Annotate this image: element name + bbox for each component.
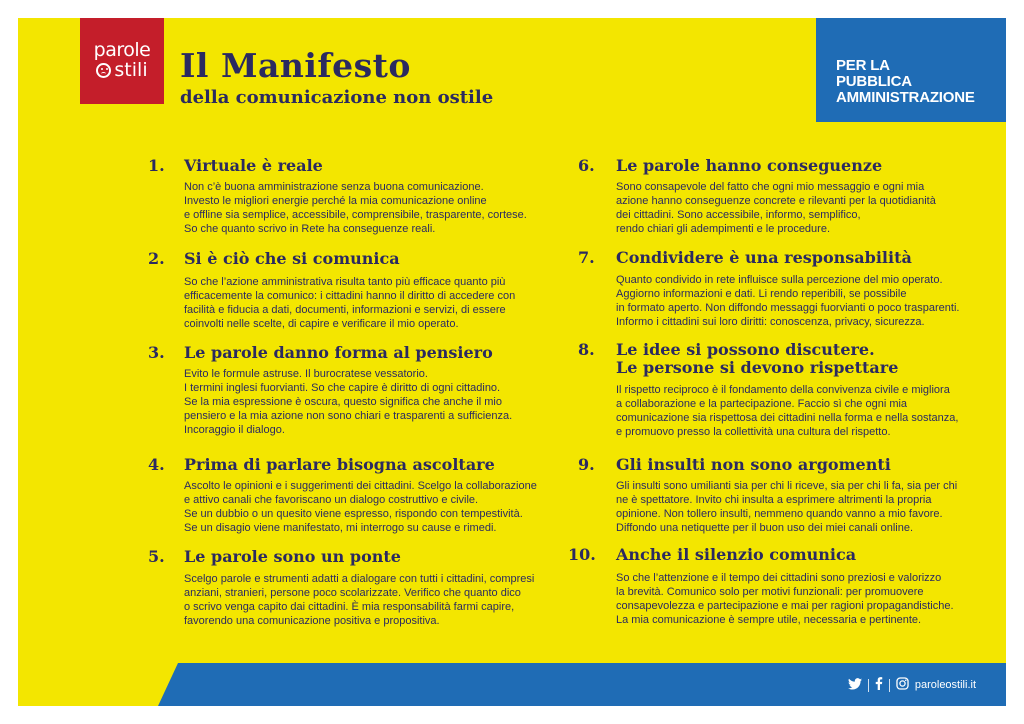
principle-title: Prima di parlare bisogna ascoltare: [184, 455, 495, 474]
text-line: Gli insulti sono umilianti sia per chi li riceve, sia per chi li fa, sia per chi: [616, 480, 958, 492]
principle-number: 9.: [578, 455, 595, 474]
text-line: Ascolto le opinioni e i suggerimenti dei cittadini. Scelgo la collaborazione: [184, 480, 537, 492]
principle-title-line-2: Le persone si devono rispettare: [616, 358, 899, 377]
principle-text: [616, 479, 957, 535]
principle-title: Virtuale è reale: [184, 156, 323, 175]
principle-text: [184, 479, 537, 535]
text-line: consapevolezza e partecipazione e mai per ragioni propagandistiche.: [616, 600, 954, 612]
principle-title: Le parole sono un ponte: [184, 547, 401, 566]
banner-line: PUBBLICA: [836, 73, 912, 90]
banner-line: AMMINISTRAZIONE: [836, 89, 975, 106]
text-line: La mia comunicazione è sempre utile, necessaria e pertinente.: [616, 614, 922, 626]
text-line: comunicazione sia rispettosa dei cittadini nella forma e nella sostanza,: [616, 412, 959, 424]
principle-text: [184, 572, 534, 628]
twitter-icon[interactable]: [848, 678, 862, 693]
text-line: Il rispetto reciproco è il fondamento della convivenza civile e migliora: [616, 384, 950, 396]
footer-bar: [18, 663, 1006, 706]
text-line: la brevità. Comunico solo per motivi funzionali: per promuovere: [616, 586, 924, 598]
banner-line: PER LA: [836, 57, 890, 74]
instagram-icon[interactable]: [896, 677, 909, 693]
principle-text: [184, 275, 515, 331]
text-line: Se la mia espressione è oscura, questo significa che anche il mio: [184, 396, 502, 408]
text-line: rendo chiari gli adempimenti e le procedure.: [616, 223, 831, 235]
text-line: anziani, stranieri, persone poco scolarizzate. Verifico che quanto dico: [184, 587, 521, 599]
text-line: e promuovo presso la collettività una cultura del rispetto.: [616, 426, 891, 438]
text-line: Evito le formule astruse. Il burocratese vessatorio.: [184, 368, 428, 380]
principle-number: 3.: [148, 343, 165, 362]
principle-title: Le parole danno forma al pensiero: [184, 343, 493, 362]
text-line: I termini inglesi fuorvianti. So che capire è diritto di ogni cittadino.: [184, 382, 501, 394]
text-line: azione hanno conseguenze concrete e rilevanti per la quotidianità: [616, 195, 936, 207]
page-subtitle: della comunicazione non ostile: [180, 87, 494, 108]
social-links: [848, 677, 976, 693]
website-link[interactable]: paroleostili.it: [914, 679, 976, 691]
parole-ostili-logo: [80, 18, 164, 104]
text-line: Se un dubbio o un quesito viene espresso, rispondo con tempestività.: [184, 508, 523, 520]
text-line: o scrivo venga capito dai cittadini. È mia responsabilità farmi capire,: [184, 601, 515, 613]
principle-text: [616, 273, 959, 329]
logo-line-2-text: stili: [114, 59, 148, 81]
text-line: e offline sia semplice, accessibile, comprensibile, trasparente, cortese.: [184, 209, 527, 221]
principle-number: 1.: [148, 156, 165, 175]
principle-text: [184, 180, 527, 236]
principle-number: 8.: [578, 340, 595, 359]
logo-line-1: parole: [93, 39, 151, 61]
principle-text: [616, 571, 954, 627]
manifesto-poster: [18, 18, 1006, 706]
principle-title: Anche il silenzio comunica: [616, 545, 857, 564]
principle-text: [616, 383, 958, 439]
text-line: Non c’è buona amministrazione senza buona comunicazione.: [184, 181, 484, 193]
text-line: Sono consapevole del fatto che ogni mio messaggio e ogni mia: [616, 181, 925, 193]
principle-title: Condividere è una responsabilità: [616, 248, 912, 267]
separator: [889, 679, 890, 692]
principle-number: 6.: [578, 156, 595, 175]
logo-line-2: [80, 60, 164, 80]
text-line: So che l’azione amministrativa risulta tanto più efficace quanto più: [184, 276, 506, 288]
principle-number: 2.: [148, 249, 165, 268]
page-title: Il Manifesto: [180, 46, 411, 85]
principle-number: 5.: [148, 547, 165, 566]
text-line: Informo i cittadini sui loro diritti: conoscenza, privacy, sicurezza.: [616, 316, 925, 328]
text-line: Investo le migliori energie perché la mia comunicazione online: [184, 195, 487, 207]
text-line: e attivo canali che favoriscano un dialogo costruttivo e civile.: [184, 494, 479, 506]
text-line: in formato aperto. Non diffondo messaggi fuorvianti o poco trasparenti.: [616, 302, 960, 314]
text-line: dei cittadini. Sono accessibile, informo, semplifico,: [616, 209, 861, 221]
principle-text: [616, 180, 936, 236]
text-line: Aggiorno informazioni e dati. Li rendo reperibili, se possibile: [616, 288, 907, 300]
text-line: Diffondo una netiquette per il buon uso dei miei canali online.: [616, 522, 913, 534]
text-line: So che l’attenzione e il tempo dei cittadini sono preziosi e valorizzo: [616, 572, 942, 584]
text-line: facilità e fiducia a dati, documenti, informazioni e servizi, di essere: [184, 304, 506, 316]
text-line: pensiero e la mia azione non sono chiari e trasparenti a sufficienza.: [184, 410, 513, 422]
text-line: So che quanto scrivo in Rete ha conseguenze reali.: [184, 223, 436, 235]
text-line: Scelgo parole e strumenti adatti a dialogare con tutti i cittadini, compresi: [184, 573, 535, 585]
principle-text: [184, 367, 512, 437]
text-line: a collaborazione e la partecipazione. Faccio sì che ogni mia: [616, 398, 908, 410]
principle-number: 7.: [578, 248, 595, 267]
text-line: Se un disagio viene manifestato, mi interrogo su cause e rimedi.: [184, 522, 497, 534]
text-line: Quanto condivido in rete influisce sulla percezione del mio operato.: [616, 274, 943, 286]
principle-title: Le parole hanno conseguenze: [616, 156, 883, 175]
text-line: ne è spettatore. Invito chi insulta a esprimere altrimenti la propria: [616, 494, 932, 506]
principle-number: 10.: [568, 545, 596, 564]
text-line: Incoraggio il dialogo.: [184, 424, 285, 436]
separator: [868, 679, 869, 692]
frown-face-icon: [96, 63, 111, 78]
text-line: opinione. Non tollero insulti, nemmeno quando vanno a mio favore.: [616, 508, 943, 520]
facebook-icon[interactable]: [875, 677, 883, 693]
principle-title: Si è ciò che si comunica: [184, 249, 400, 268]
text-line: coinvolti nelle scelte, di capire e verificare il mio operato.: [184, 318, 459, 330]
text-line: favorendo una comunicazione positiva e propositiva.: [184, 615, 440, 627]
principle-number: 4.: [148, 455, 165, 474]
principle-title-line-1: Le idee si possono discutere.: [616, 340, 875, 359]
audience-banner: [816, 18, 1006, 122]
text-line: efficacemente la comunico: i cittadini hanno il diritto di accedere con: [184, 290, 516, 302]
principle-title: Gli insulti non sono argomenti: [616, 455, 891, 474]
